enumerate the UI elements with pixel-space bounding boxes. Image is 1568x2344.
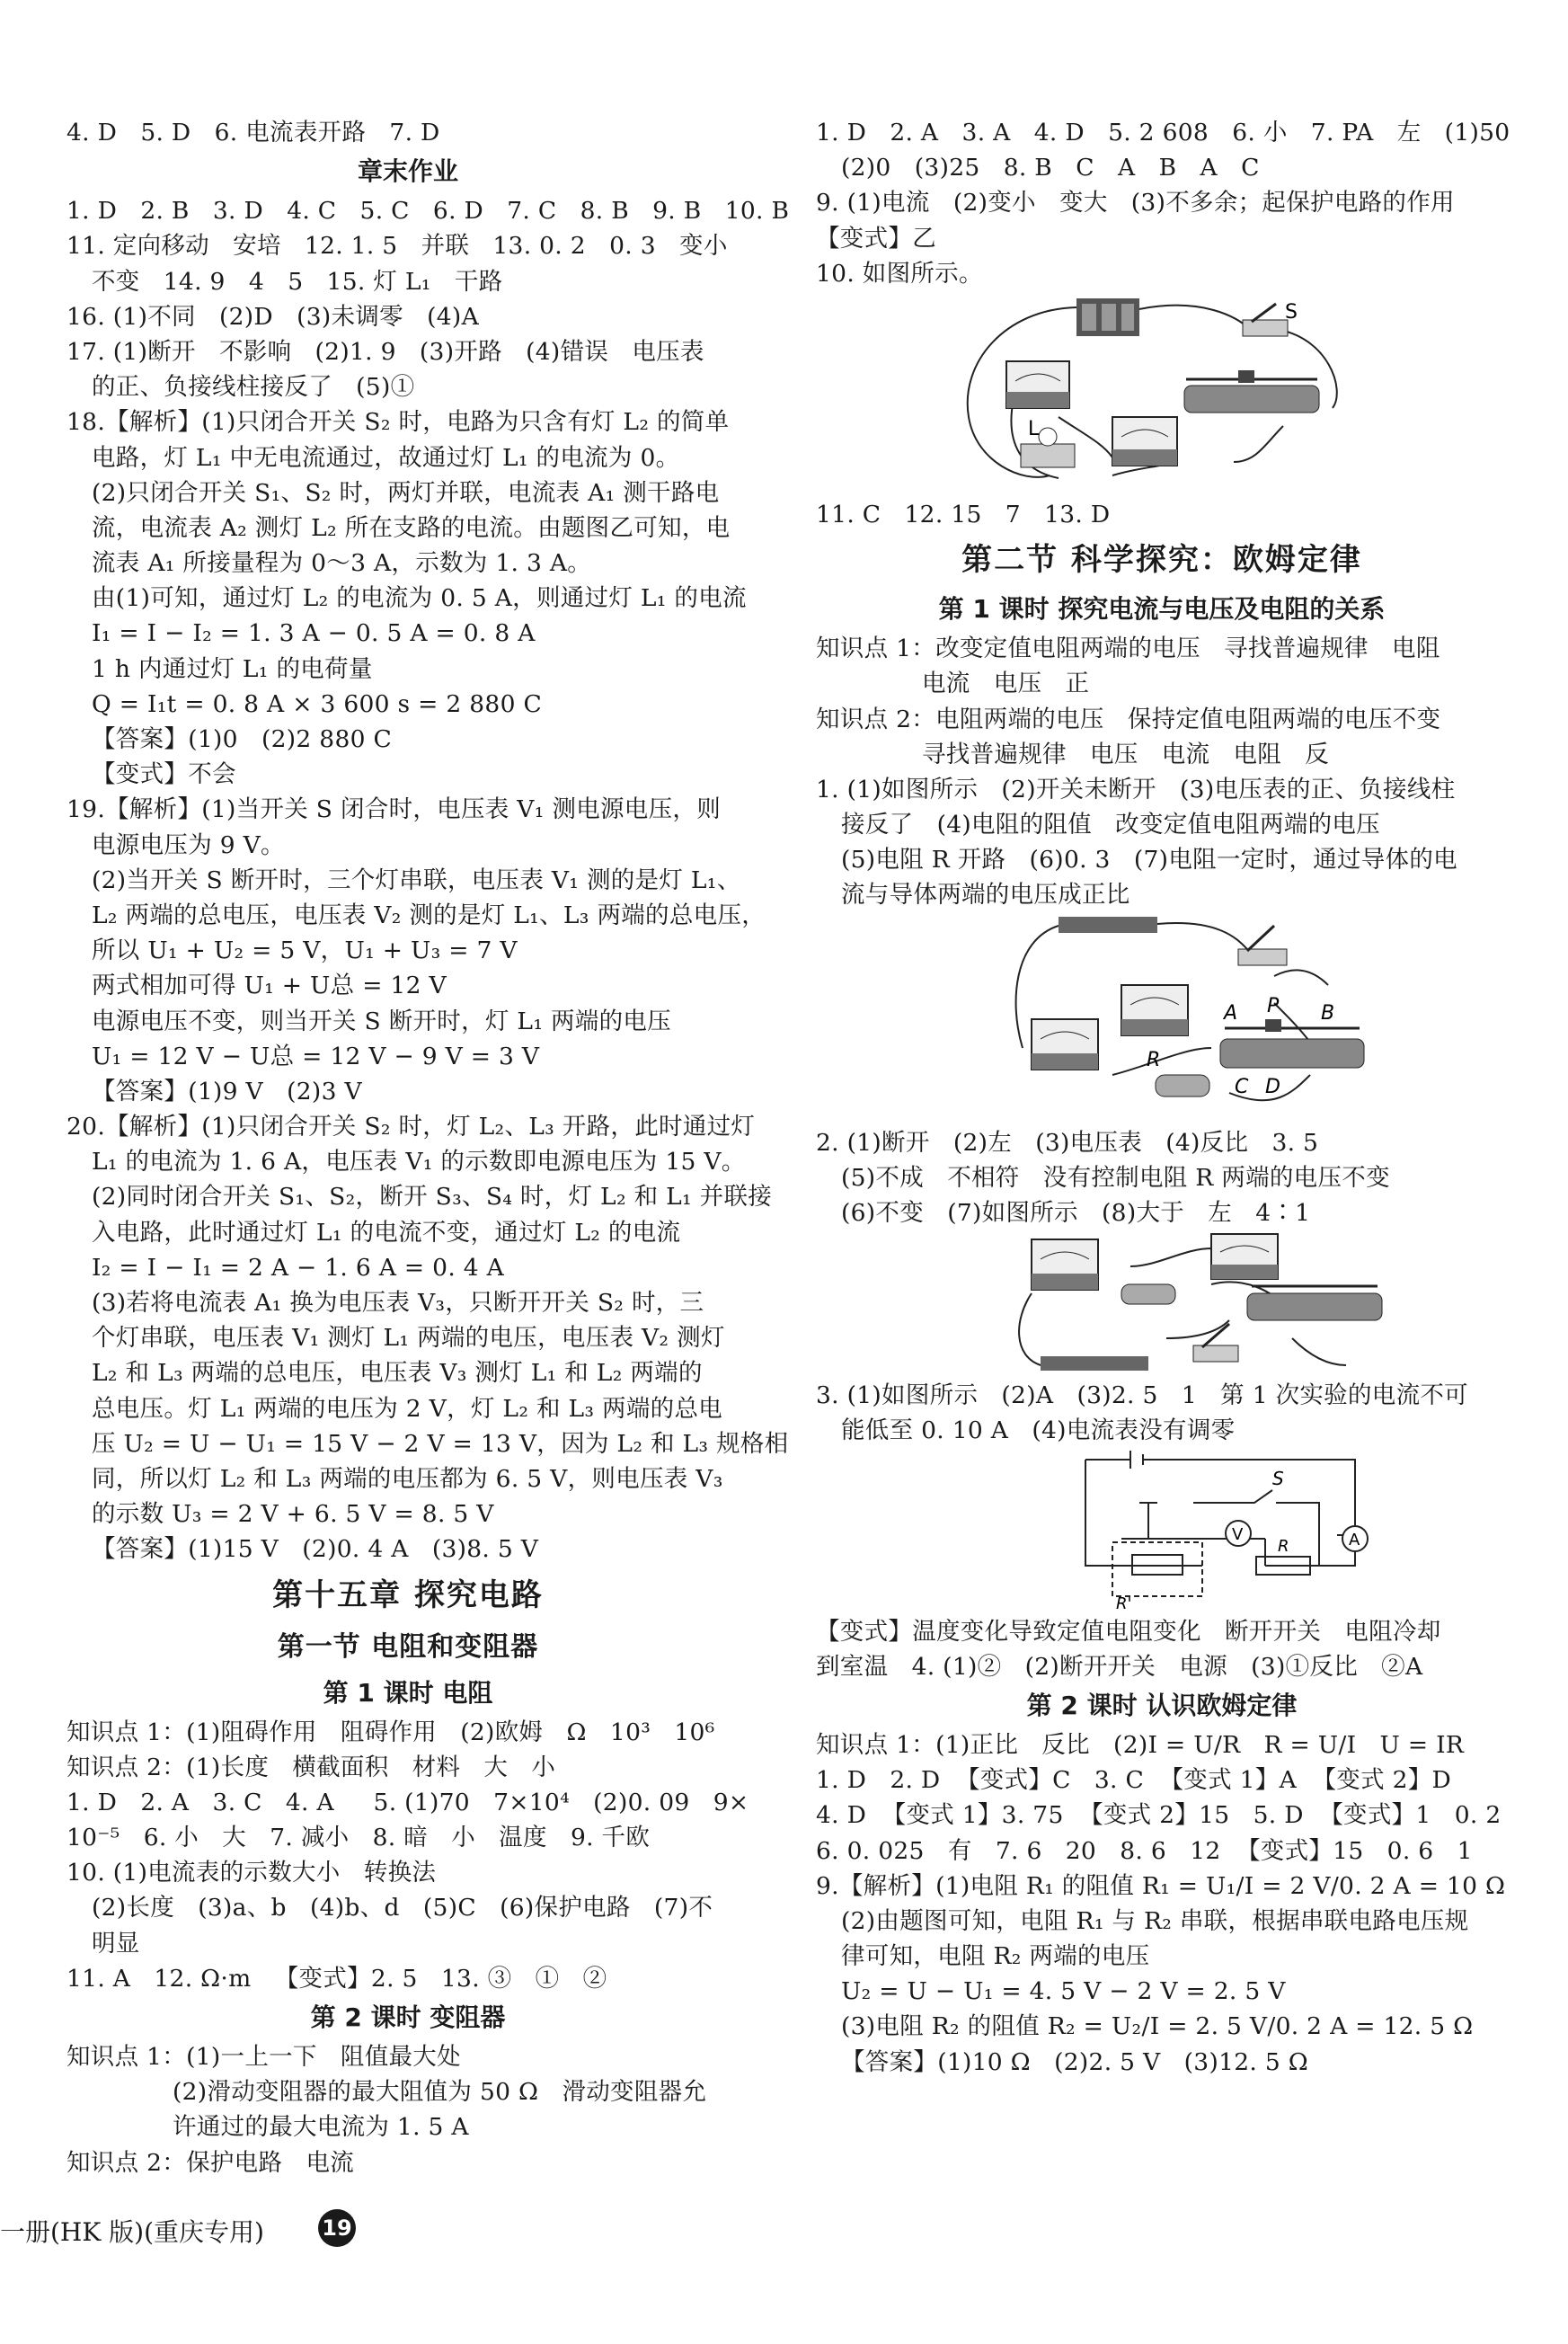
circuit-diagram	[1085, 1451, 1355, 1596]
text-line: (5)不成 不相符 没有控制电阻 R 两端的电压不变	[841, 1163, 1390, 1192]
figure-label: R	[1278, 1536, 1289, 1556]
text-line: 许通过的最大电流为 1. 5 A	[173, 2113, 469, 2142]
text-line: 由(1)可知，通过灯 L₂ 的电流为 0. 5 A，则通过灯 L₁ 的电流	[92, 584, 747, 613]
text-line: 两式相加可得 U₁ + U总 = 12 V	[92, 972, 447, 1000]
battery-icon	[1076, 298, 1139, 336]
text-line: 知识点 1：(1)一上一下 阻值最大处	[66, 2043, 461, 2071]
rheostat-icon	[1184, 370, 1319, 413]
section-heading: 第二节 科学探究：欧姆定律	[961, 542, 1362, 579]
figure-label: A	[1349, 1530, 1360, 1549]
text-line: (5)电阻 R 开路 (6)0. 3 (7)电阻一定时，通过导体的电	[841, 846, 1457, 875]
text-line: 【答案】(1)15 V (2)0. 4 A (3)8. 5 V	[92, 1535, 539, 1564]
text-line: 到室温 4. (1)② (2)断开开关 电源 (3)①反比 ②A	[816, 1652, 1423, 1681]
text-line: 1. D 2. A 3. A 4. D 5. 2 608 6. 小 7. PA 左 (1)50	[816, 119, 1510, 146]
text-line: 1 h 内通过灯 L₁ 的电荷量	[92, 654, 373, 683]
figure-label: R'	[1116, 1594, 1132, 1611]
text-line: 【答案】(1)0 (2)2 880 C	[92, 725, 393, 753]
text-line: 9. (1)电流 (2)变小 变大 (3)不多余；起保护电路的作用	[816, 189, 1455, 218]
figure-label: S	[1272, 1467, 1284, 1489]
text-line: 6. 0. 025 有 7. 6 20 8. 6 12 【变式】15 0. 6 1	[816, 1836, 1473, 1865]
text-line: 11. 定向移动 安培 12. 1. 5 并联 13. 0. 2 0. 3 变小	[66, 232, 728, 261]
text-line: 1. D 2. B 3. D 4. C 5. C 6. D 7. C 8. B 9. B 10. B	[66, 197, 790, 226]
text-line: 知识点 1：(1)阻碍作用 阻碍作用 (2)欧姆 Ω 10³ 10⁶	[66, 1718, 715, 1746]
text-line: 11. C 12. 15 7 13. D	[816, 500, 1111, 528]
text-line: (2)当开关 S 断开时，三个灯串联，电压表 V₁ 测的是灯 L₁、	[92, 866, 741, 894]
text-line: 2. (1)断开 (2)左 (3)电压表 (4)反比 3. 5	[816, 1128, 1319, 1157]
text-line: 10⁻⁵ 6. 小 大 7. 减小 8. 暗 小 温度 9. 千欧	[66, 1824, 651, 1852]
text-line: 1. D 2. D 【变式】C 3. C 【变式 1】A 【变式 2】D	[816, 1766, 1452, 1795]
ammeter-icon	[1032, 1239, 1098, 1290]
text-line: 的正、负接线柱接反了 (5)①	[92, 373, 415, 402]
text-line: 9.【解析】(1)电阻 R₁ 的阻值 R₁ = U₁/I = 2 V/0. 2 A = 10 Ω	[816, 1871, 1506, 1900]
text-line: 【变式】温度变化导致定值电阻变化 断开开关 电阻冷却	[816, 1617, 1441, 1646]
text-line: 10. (1)电流表的示数大小 转换法	[66, 1859, 437, 1887]
text-line: 知识点 2：保护电路 电流	[66, 2148, 355, 2177]
text-line: 个灯串联，电压表 V₁ 测灯 L₁ 两端的电压，电压表 V₂ 测灯	[92, 1324, 725, 1353]
text-line: 19.【解析】(1)当开关 S 闭合时，电压表 V₁ 测电源电压，则	[66, 795, 721, 824]
text-line: 入电路，此时通过灯 L₁ 的电流不变，通过灯 L₂ 的电流	[92, 1218, 681, 1247]
battery-icon	[1059, 917, 1157, 933]
voltmeter-icon	[1112, 417, 1177, 466]
text-line: 知识点 1：(1)正比 反比 (2)I = U/R R = U/I U = IR	[816, 1730, 1465, 1759]
text-line: L₂ 和 L₃ 两端的总电压，电压表 V₃ 测灯 L₁ 和 L₂ 两端的	[92, 1359, 703, 1388]
text-line: 寻找普遍规律 电压 电流 电阻 反	[922, 740, 1330, 768]
text-line: I₁ = I − I₂ = 1. 3 A − 0. 5 A = 0. 8 A	[92, 619, 536, 648]
figure-fig1	[816, 291, 1508, 497]
text-line: L₁ 的电流为 1. 6 A，电压表 V₁ 的示数即电源电压为 15 V。	[92, 1148, 746, 1176]
figure-label: L	[1028, 417, 1040, 440]
text-line: 律可知，电阻 R₂ 两端的电压	[841, 1942, 1150, 1971]
figure-label: A	[1224, 1001, 1238, 1025]
text-line: 压 U₂ = U − U₁ = 15 V − 2 V = 13 V，因为 L₂ 和 L₃ 规格相	[92, 1429, 789, 1458]
rheostat-icon	[1220, 1019, 1364, 1068]
text-line: 4. D 【变式 1】3. 75 【变式 2】15 5. D 【变式】1 0. 2	[816, 1801, 1502, 1830]
resistor-icon	[1121, 1284, 1175, 1304]
text-line: L₂ 两端的总电压，电压表 V₂ 测的是灯 L₁、L₃ 两端的总电压，	[92, 901, 766, 929]
section-heading: 第一节 电阻和变阻器	[277, 1630, 539, 1663]
text-line: 不变 14. 9 4 5 15. 灯 L₁ 干路	[92, 267, 503, 296]
text-line: 电路，灯 L₁ 中无电流通过，故通过灯 L₁ 的电流为 0。	[92, 443, 680, 472]
figure-label: P	[1267, 994, 1280, 1017]
ammeter-icon	[1006, 361, 1069, 408]
text-line: 同，所以灯 L₂ 和 L₃ 两端的电压都为 6. 5 V，则电压表 V₃	[92, 1464, 723, 1493]
text-line: 11. A 12. Ω·m 【变式】2. 5 13. ③ ① ②	[66, 1964, 607, 1993]
text-line: (3)电阻 R₂ 的阻值 R₂ = U₂/I = 2. 5 V/0. 2 A = 12. 5 Ω	[841, 2012, 1474, 2041]
text-line: (2)同时闭合开关 S₁、S₂，断开 S₃、S₄ 时，灯 L₂ 和 L₁ 并联接	[92, 1183, 773, 1212]
page-number-badge: 19	[318, 2209, 356, 2247]
figure-label: B	[1321, 1001, 1335, 1025]
resistor-icon	[1156, 1075, 1209, 1097]
text-line: 20.【解析】(1)只闭合开关 S₂ 时，灯 L₂、L₃ 开路，此时通过灯	[66, 1113, 756, 1141]
text-line: 【答案】(1)9 V (2)3 V	[92, 1077, 362, 1105]
text-line: 3. (1)如图所示 (2)A (3)2. 5 1 第 1 次实验的电流不可	[816, 1381, 1468, 1410]
text-line: U₁ = 12 V − U总 = 12 V − 9 V = 3 V	[92, 1042, 540, 1070]
section-heading: 第 1 课时 探究电流与电压及电阻的关系	[938, 594, 1386, 625]
text-line: 流表 A₁ 所接量程为 0～3 A，示数为 1. 3 A。	[92, 549, 592, 578]
text-line: 的示数 U₃ = 2 V + 6. 5 V = 8. 5 V	[92, 1500, 494, 1529]
text-line: 总电压。灯 L₁ 两端的电压为 2 V，灯 L₂ 和 L₃ 两端的总电	[92, 1394, 723, 1423]
section-heading: 第 2 课时 认识欧姆定律	[1026, 1690, 1298, 1720]
text-line: 知识点 1：改变定值电阻两端的电压 寻找普遍规律 电阻	[816, 635, 1440, 663]
text-line: (2)只闭合开关 S₁、S₂ 时，两灯并联，电流表 A₁ 测干路电	[92, 478, 720, 507]
text-line: 电流 电压 正	[922, 670, 1090, 698]
text-line: 16. (1)不同 (2)D (3)未调零 (4)A	[66, 302, 480, 331]
text-line: (2)长度 (3)a、b (4)b、d (5)C (6)保护电路 (7)不	[92, 1894, 713, 1922]
figure-label: V	[1232, 1524, 1244, 1544]
figure-fig2	[816, 913, 1508, 1125]
section-heading: 第 2 课时 变阻器	[310, 2002, 506, 2032]
text-line: 流与导体两端的电压成正比	[841, 881, 1130, 910]
text-line: 17. (1)断开 不影响 (2)1. 9 (3)开路 (4)错误 电压表	[66, 337, 704, 366]
figure-fig4	[816, 1449, 1508, 1614]
text-line: 电源电压不变，则当开关 S 断开时，灯 L₁ 两端的电压	[92, 1007, 671, 1035]
text-line: I₂ = I − I₁ = 2 A − 1. 6 A = 0. 4 A	[92, 1253, 505, 1282]
text-line: 【答案】(1)10 Ω (2)2. 5 V (3)12. 5 Ω	[841, 2047, 1309, 2076]
figure-label: C	[1235, 1075, 1249, 1098]
text-line: 【变式】不会	[92, 760, 236, 789]
text-line: 接反了 (4)电阻的阻值 改变定值电阻两端的电压	[841, 811, 1380, 839]
text-line: 知识点 2：电阻两端的电压 保持定值电阻两端的电压不变	[816, 705, 1441, 733]
text-line: 明显	[92, 1929, 140, 1958]
text-line: 1. (1)如图所示 (2)开关未断开 (3)电压表的正、负接线柱	[816, 775, 1456, 804]
figure-label: R	[1147, 1048, 1161, 1071]
text-line: 4. D 5. D 6. 电流表开路 7. D	[66, 119, 440, 146]
figure-fig3	[816, 1230, 1508, 1378]
text-line: 所以 U₁ + U₂ = 5 V，U₁ + U₃ = 7 V	[92, 937, 518, 965]
text-line: (6)不变 (7)如图所示 (8)大于 左 4∶1	[841, 1199, 1311, 1227]
text-line: 能低至 0. 10 A (4)电流表没有调零	[841, 1416, 1236, 1445]
text-line: 流，电流表 A₂ 测灯 L₂ 所在支路的电流。由题图乙可知，电	[92, 513, 731, 542]
text-line: 18.【解析】(1)只闭合开关 S₂ 时，电路为只含有灯 L₂ 的简单	[66, 408, 730, 437]
text-line: Q = I₁t = 0. 8 A × 3 600 s = 2 880 C	[92, 689, 543, 718]
text-line: (2)由题图可知，电阻 R₁ 与 R₂ 串联，根据串联电路电压规	[841, 1906, 1469, 1935]
switch-icon	[1243, 304, 1288, 336]
section-heading: 第 1 课时 电阻	[323, 1677, 493, 1708]
text-line: 【变式】乙	[816, 224, 936, 253]
text-line: (2)滑动变阻器的最大阻值为 50 Ω 滑动变阻器允	[173, 2078, 707, 2107]
text-line: 1. D 2. A 3. C 4. A 5. (1)70 7×10⁴ (2)0. 09 9×	[66, 1788, 749, 1816]
section-heading: 第十五章 探究电路	[272, 1576, 544, 1613]
switch-icon	[1238, 926, 1287, 965]
text-line: 电源电压为 9 V。	[92, 830, 285, 859]
text-line: U₂ = U − U₁ = 4. 5 V − 2 V = 2. 5 V	[841, 1977, 1286, 2006]
voltmeter-icon	[1121, 985, 1188, 1035]
battery-icon	[1041, 1356, 1148, 1371]
text-line: (2)0 (3)25 8. B C A B A C	[841, 154, 1260, 182]
section-heading: 章末作业	[357, 156, 458, 187]
voltmeter-icon	[1211, 1234, 1278, 1279]
figure-label: D	[1265, 1075, 1280, 1098]
text-line: 知识点 2：(1)长度 横截面积 材料 大 小	[66, 1753, 556, 1781]
footer-text: 一册(HK 版)(重庆专用)	[0, 2217, 264, 2247]
left-column	[66, 115, 790, 2180]
text-line: (3)若将电流表 A₁ 换为电压表 V₃，只断开开关 S₂ 时，三	[92, 1289, 704, 1317]
ammeter-icon	[1032, 1019, 1098, 1070]
text-line: 10. 如图所示。	[816, 259, 983, 288]
figure-label: S	[1285, 300, 1298, 324]
right-column	[816, 115, 1508, 2080]
